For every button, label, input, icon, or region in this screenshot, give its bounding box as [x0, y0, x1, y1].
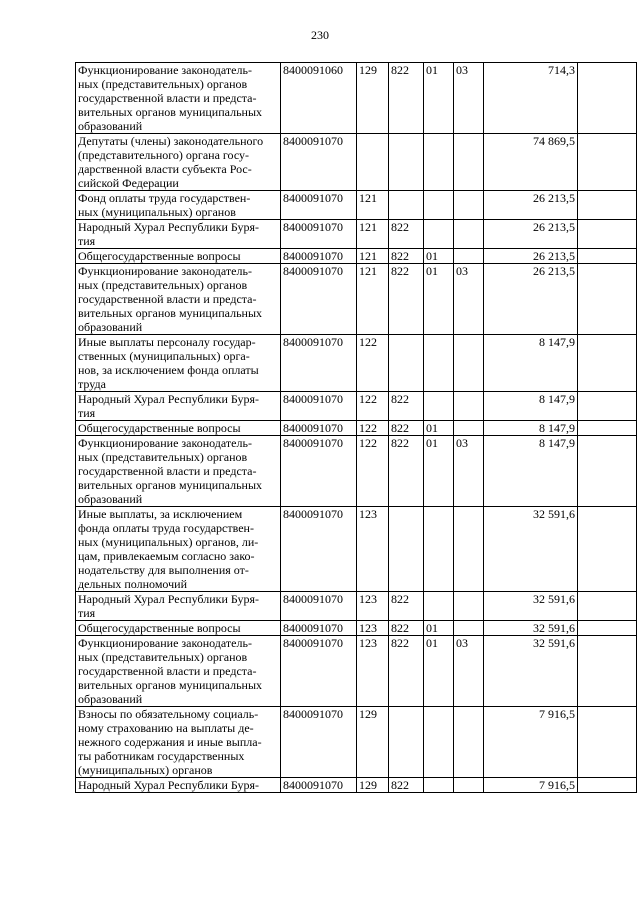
- administrator-cell: [389, 134, 424, 191]
- section-cell: 01: [424, 621, 454, 636]
- target-article-cell: 8400091070: [281, 592, 357, 621]
- empty-cell: [578, 436, 637, 507]
- section-cell: [424, 134, 454, 191]
- administrator-cell: 822: [389, 220, 424, 249]
- row-name-line: дарственной власти субъекта Рос-: [78, 162, 252, 176]
- amount-cell: 32 591,6: [484, 592, 578, 621]
- administrator-cell: 822: [389, 249, 424, 264]
- empty-cell: [578, 335, 637, 392]
- amount-cell: 7 916,5: [484, 778, 578, 793]
- subsection-cell: [454, 592, 484, 621]
- empty-cell: [578, 220, 637, 249]
- row-name-line: государственной власти и предста-: [78, 91, 257, 105]
- empty-cell: [578, 636, 637, 707]
- row-name-cell: [76, 63, 281, 134]
- amount-cell: 714,3: [484, 63, 578, 134]
- row-name-line: ных (представительных) органов: [78, 650, 248, 664]
- section-cell: [424, 392, 454, 421]
- row-name-line: Общегосударственные вопросы: [78, 421, 241, 435]
- subsection-cell: 03: [454, 264, 484, 335]
- row-name-cell: [76, 778, 281, 793]
- row-name-cell: [76, 621, 281, 636]
- amount-cell: 7 916,5: [484, 707, 578, 778]
- empty-cell: [578, 707, 637, 778]
- administrator-cell: 822: [389, 592, 424, 621]
- subsection-cell: 03: [454, 63, 484, 134]
- target-article-cell: 8400091070: [281, 191, 357, 220]
- row-name-line: Функционирование законодатель-: [78, 63, 252, 77]
- amount-cell: 8 147,9: [484, 335, 578, 392]
- expense-type-cell: 123: [357, 592, 389, 621]
- expense-type-cell: 122: [357, 436, 389, 507]
- row-name-line: нежного содержания и иные выпла-: [78, 735, 262, 749]
- table-row: [76, 778, 637, 793]
- amount-cell: 32 591,6: [484, 636, 578, 707]
- expense-type-cell: 129: [357, 707, 389, 778]
- row-name-cell: [76, 421, 281, 436]
- target-article-cell: 8400091070: [281, 778, 357, 793]
- amount-cell: 26 213,5: [484, 191, 578, 220]
- empty-cell: [578, 507, 637, 592]
- row-name-cell: [76, 264, 281, 335]
- table-row: [76, 264, 637, 335]
- row-name-cell: [76, 507, 281, 592]
- table-row: [76, 592, 637, 621]
- row-name-cell: [76, 636, 281, 707]
- empty-cell: [578, 264, 637, 335]
- empty-cell: [578, 421, 637, 436]
- row-name-line: Депутаты (члены) законодательного: [78, 134, 264, 148]
- section-cell: 01: [424, 636, 454, 707]
- row-name-line: нодательству для выполнения от-: [78, 563, 249, 577]
- row-name-line: образований: [78, 119, 143, 133]
- subsection-cell: [454, 134, 484, 191]
- row-name-line: Народный Хурал Республики Буря-: [78, 392, 259, 406]
- target-article-cell: 8400091070: [281, 421, 357, 436]
- section-cell: [424, 220, 454, 249]
- table-row: [76, 63, 637, 134]
- amount-cell: 26 213,5: [484, 249, 578, 264]
- row-name-line: Взносы по обязательному социаль-: [78, 707, 259, 721]
- target-article-cell: 8400091070: [281, 707, 357, 778]
- row-name-line: тия: [78, 606, 96, 620]
- amount-cell: 32 591,6: [484, 621, 578, 636]
- row-name-line: вительных органов муниципальных: [78, 306, 263, 320]
- table-row: [76, 134, 637, 191]
- row-name-line: вительных органов муниципальных: [78, 478, 263, 492]
- expense-type-cell: 122: [357, 392, 389, 421]
- table-row: [76, 421, 637, 436]
- row-name-line: ных (муниципальных) органов, ли-: [78, 535, 259, 549]
- table-row: [76, 707, 637, 778]
- table-row: [76, 436, 637, 507]
- row-name-line: Народный Хурал Республики Буря-: [78, 220, 259, 234]
- expense-type-cell: 123: [357, 636, 389, 707]
- administrator-cell: 822: [389, 778, 424, 793]
- subsection-cell: [454, 191, 484, 220]
- row-name-line: ных (представительных) органов: [78, 278, 248, 292]
- administrator-cell: [389, 191, 424, 220]
- amount-cell: 26 213,5: [484, 264, 578, 335]
- row-name-line: Общегосударственные вопросы: [78, 621, 241, 635]
- row-name-cell: [76, 707, 281, 778]
- row-name-line: Иные выплаты, за исключением: [78, 507, 243, 521]
- row-name-line: Народный Хурал Республики Буря-: [78, 778, 259, 792]
- administrator-cell: [389, 507, 424, 592]
- expense-type-cell: 129: [357, 63, 389, 134]
- row-name-line: ственных (муниципальных) орга-: [78, 349, 250, 363]
- row-name-line: Функционирование законодатель-: [78, 636, 252, 650]
- row-name-line: образований: [78, 692, 143, 706]
- page-number: 230: [311, 28, 329, 42]
- row-name-line: ных (представительных) органов: [78, 450, 248, 464]
- row-name-line: Народный Хурал Республики Буря-: [78, 592, 259, 606]
- administrator-cell: 822: [389, 264, 424, 335]
- target-article-cell: 8400091070: [281, 636, 357, 707]
- table-row: [76, 507, 637, 592]
- amount-cell: 26 213,5: [484, 220, 578, 249]
- empty-cell: [578, 778, 637, 793]
- row-name-line: ному страхованию на выплаты де-: [78, 721, 254, 735]
- table-row: [76, 220, 637, 249]
- administrator-cell: [389, 707, 424, 778]
- section-cell: [424, 778, 454, 793]
- subsection-cell: [454, 421, 484, 436]
- budget-table-body: [76, 63, 637, 793]
- row-name-line: (муниципальных) органов: [78, 763, 213, 777]
- administrator-cell: 822: [389, 636, 424, 707]
- administrator-cell: 822: [389, 421, 424, 436]
- target-article-cell: 8400091070: [281, 507, 357, 592]
- row-name-cell: [76, 249, 281, 264]
- administrator-cell: [389, 335, 424, 392]
- amount-cell: 74 869,5: [484, 134, 578, 191]
- row-name-line: вительных органов муниципальных: [78, 105, 263, 119]
- row-name-cell: [76, 191, 281, 220]
- section-cell: [424, 191, 454, 220]
- amount-cell: 8 147,9: [484, 421, 578, 436]
- row-name-line: Функционирование законодатель-: [78, 264, 252, 278]
- subsection-cell: [454, 507, 484, 592]
- row-name-line: (представительного) органа госу-: [78, 148, 249, 162]
- administrator-cell: 822: [389, 63, 424, 134]
- target-article-cell: 8400091070: [281, 436, 357, 507]
- expense-type-cell: 122: [357, 421, 389, 436]
- empty-cell: [578, 191, 637, 220]
- table-row: [76, 249, 637, 264]
- empty-cell: [578, 134, 637, 191]
- section-cell: [424, 707, 454, 778]
- table-row: [76, 636, 637, 707]
- table-row: [76, 392, 637, 421]
- administrator-cell: 822: [389, 621, 424, 636]
- subsection-cell: [454, 335, 484, 392]
- row-name-line: сийской Федерации: [78, 176, 179, 190]
- expense-type-cell: 123: [357, 507, 389, 592]
- row-name-line: вительных органов муниципальных: [78, 678, 263, 692]
- subsection-cell: [454, 707, 484, 778]
- section-cell: 01: [424, 264, 454, 335]
- expense-type-cell: 121: [357, 249, 389, 264]
- amount-cell: 32 591,6: [484, 507, 578, 592]
- row-name-line: фонда оплаты труда государствен-: [78, 521, 254, 535]
- administrator-cell: 822: [389, 392, 424, 421]
- row-name-line: государственной власти и предста-: [78, 464, 257, 478]
- target-article-cell: 8400091070: [281, 220, 357, 249]
- expense-type-cell: 121: [357, 220, 389, 249]
- budget-table: [75, 62, 637, 793]
- subsection-cell: [454, 392, 484, 421]
- subsection-cell: [454, 621, 484, 636]
- row-name-line: государственной власти и предста-: [78, 664, 257, 678]
- row-name-line: цам, привлекаемым согласно зако-: [78, 549, 255, 563]
- target-article-cell: 8400091070: [281, 392, 357, 421]
- row-name-line: ты работникам государственных: [78, 749, 245, 763]
- row-name-line: нов, за исключением фонда оплаты: [78, 363, 259, 377]
- section-cell: 01: [424, 63, 454, 134]
- subsection-cell: [454, 220, 484, 249]
- amount-cell: 8 147,9: [484, 436, 578, 507]
- subsection-cell: [454, 778, 484, 793]
- row-name-cell: [76, 134, 281, 191]
- target-article-cell: 8400091070: [281, 264, 357, 335]
- section-cell: 01: [424, 421, 454, 436]
- section-cell: 01: [424, 249, 454, 264]
- target-article-cell: 8400091070: [281, 249, 357, 264]
- subsection-cell: 03: [454, 436, 484, 507]
- row-name-line: Фонд оплаты труда государствен-: [78, 191, 251, 205]
- row-name-line: труда: [78, 377, 106, 391]
- section-cell: [424, 592, 454, 621]
- section-cell: [424, 335, 454, 392]
- table-row: [76, 335, 637, 392]
- target-article-cell: 8400091060: [281, 63, 357, 134]
- expense-type-cell: 122: [357, 335, 389, 392]
- expense-type-cell: 129: [357, 778, 389, 793]
- row-name-line: ных (представительных) органов: [78, 77, 248, 91]
- row-name-cell: [76, 335, 281, 392]
- target-article-cell: 8400091070: [281, 335, 357, 392]
- subsection-cell: 03: [454, 636, 484, 707]
- row-name-line: государственной власти и предста-: [78, 292, 257, 306]
- row-name-cell: [76, 592, 281, 621]
- empty-cell: [578, 392, 637, 421]
- section-cell: [424, 507, 454, 592]
- target-article-cell: 8400091070: [281, 621, 357, 636]
- section-cell: 01: [424, 436, 454, 507]
- table-row: [76, 621, 637, 636]
- row-name-line: Иные выплаты персоналу государ-: [78, 335, 256, 349]
- expense-type-cell: 121: [357, 191, 389, 220]
- expense-type-cell: 121: [357, 264, 389, 335]
- subsection-cell: [454, 249, 484, 264]
- row-name-cell: [76, 392, 281, 421]
- expense-type-cell: 123: [357, 621, 389, 636]
- row-name-cell: [76, 436, 281, 507]
- expense-type-cell: [357, 134, 389, 191]
- row-name-cell: [76, 220, 281, 249]
- row-name-line: образований: [78, 492, 143, 506]
- row-name-line: тия: [78, 234, 96, 248]
- row-name-line: тия: [78, 406, 96, 420]
- row-name-line: образований: [78, 320, 143, 334]
- administrator-cell: 822: [389, 436, 424, 507]
- empty-cell: [578, 63, 637, 134]
- target-article-cell: 8400091070: [281, 134, 357, 191]
- empty-cell: [578, 621, 637, 636]
- row-name-line: ных (муниципальных) органов: [78, 205, 236, 219]
- table-row: [76, 191, 637, 220]
- row-name-line: дельных полномочий: [78, 577, 187, 591]
- amount-cell: 8 147,9: [484, 392, 578, 421]
- empty-cell: [578, 592, 637, 621]
- row-name-line: Функционирование законодатель-: [78, 436, 252, 450]
- empty-cell: [578, 249, 637, 264]
- row-name-line: Общегосударственные вопросы: [78, 249, 241, 263]
